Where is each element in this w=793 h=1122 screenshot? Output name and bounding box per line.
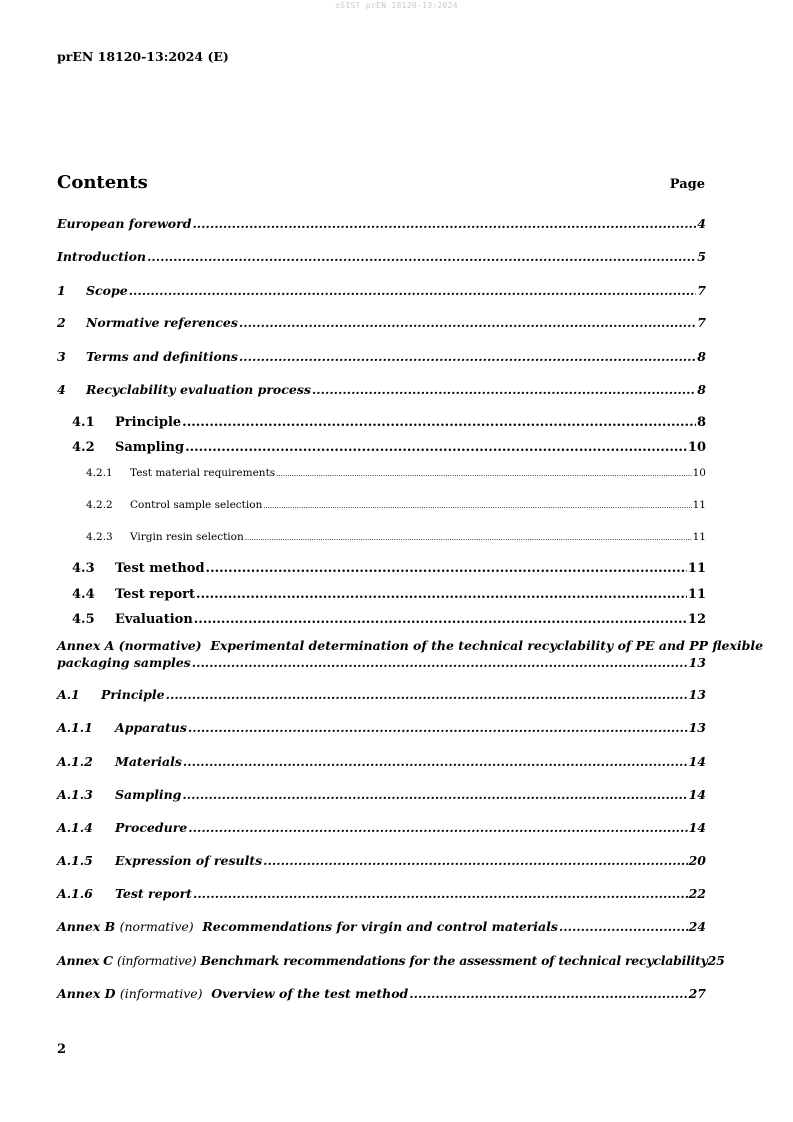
toc-title: Scope — [86, 283, 128, 298]
toc-page: 4 — [697, 216, 706, 231]
toc-number: 4.1 — [72, 415, 95, 430]
dot-leader — [183, 754, 688, 770]
toc-entry-normative-references[interactable] — [57, 315, 706, 331]
dot-leader — [559, 919, 688, 935]
toc-entry-4-2-2[interactable] — [86, 497, 706, 514]
toc-number: 3 — [57, 349, 66, 364]
toc-page: 11 — [692, 499, 706, 511]
toc-title: Test material requirements — [130, 467, 276, 479]
dot-leader — [147, 249, 696, 265]
toc-title: Apparatus — [115, 720, 187, 735]
toc-number: A.1.1 — [57, 720, 93, 735]
toc-title: Sampling — [115, 440, 185, 455]
toc-title: Overview of the test method — [211, 986, 409, 1001]
toc-entry-4-4[interactable] — [72, 587, 706, 603]
toc-page: 7 — [697, 283, 706, 298]
toc-page: 12 — [687, 612, 706, 627]
watermark: oSIST prEN 18120-13:2024 — [335, 1, 458, 10]
dot-leader — [263, 853, 687, 869]
toc-number: 4 — [57, 382, 66, 397]
toc-entry-4-2[interactable] — [72, 440, 706, 456]
toc-number: 4.4 — [72, 587, 95, 602]
toc-number: 2 — [57, 315, 66, 330]
toc-entry-4-3[interactable] — [72, 561, 706, 577]
toc-number: 4.5 — [72, 612, 95, 627]
dot-leader — [188, 820, 687, 836]
annex-type: (normative) — [119, 919, 194, 934]
toc-title: Recommendations for virgin and control materials — [202, 919, 558, 934]
toc-entry-4-5[interactable] — [72, 612, 706, 628]
toc-number: A.1.5 — [57, 853, 93, 868]
toc-entry-european-foreword[interactable] — [57, 216, 706, 232]
toc-page: 22 — [688, 886, 706, 901]
toc-page: 14 — [688, 754, 706, 769]
annex-label: Annex B — [57, 919, 116, 934]
toc-entry-a-1[interactable] — [57, 687, 706, 703]
dot-leader — [239, 315, 696, 331]
annex-a-title-line1: Experimental determination of the technical recyclability of PE and PP flexible — [210, 638, 764, 653]
toc-entry-scope[interactable] — [57, 283, 706, 299]
toc-title: Principle — [115, 415, 182, 430]
toc-page: 11 — [687, 587, 706, 602]
toc-page: 7 — [697, 315, 706, 330]
toc-entry-terms-definitions[interactable] — [57, 349, 706, 365]
toc-number: A.1 — [57, 687, 80, 702]
toc-entry-a-1-4[interactable] — [57, 820, 706, 836]
dot-leader — [182, 415, 696, 431]
document-id: prEN 18120-13:2024 (E) — [57, 49, 229, 64]
toc-page: 20 — [688, 853, 706, 868]
toc-page: 25 — [707, 953, 725, 968]
contents-heading: Contents — [57, 172, 148, 193]
annex-label: Annex D — [57, 986, 116, 1001]
dot-leader — [206, 561, 687, 577]
toc-title: Recyclability evaluation process — [86, 382, 311, 397]
toc-page: 13 — [688, 687, 706, 702]
toc-title: Normative references — [86, 315, 238, 330]
toc-number: 1 — [57, 283, 66, 298]
toc-page: 14 — [688, 820, 706, 835]
toc-entry-a-1-1[interactable] — [57, 720, 706, 736]
toc-number: 4.2.1 — [86, 467, 113, 479]
dot-leader — [409, 986, 687, 1002]
annex-label: Annex C — [57, 953, 113, 968]
toc-entry-a-1-6[interactable] — [57, 886, 706, 902]
dot-leader — [166, 687, 688, 703]
toc-page: 13 — [688, 655, 706, 670]
toc-page: 10 — [692, 467, 706, 479]
toc-entry-a-1-5[interactable] — [57, 853, 706, 869]
annex-type: (informative) — [119, 986, 203, 1001]
toc-entry-annex-b[interactable] — [57, 919, 706, 935]
dot-leader — [239, 349, 696, 365]
toc-page: 8 — [696, 415, 706, 430]
dot-leader — [196, 587, 687, 603]
toc-number: A.1.2 — [57, 754, 93, 769]
toc-page: 27 — [688, 986, 706, 1001]
toc-title: Test method — [115, 561, 205, 576]
annex-type: (informative) — [116, 953, 197, 968]
toc-entry-a-1-2[interactable] — [57, 754, 706, 770]
dot-leader — [129, 283, 697, 299]
toc-page: 24 — [688, 919, 706, 934]
toc-title: Test report — [115, 886, 192, 901]
toc-title: Expression of results — [115, 853, 263, 868]
toc-number: 4.2.3 — [86, 531, 113, 543]
toc-number: A.1.4 — [57, 820, 93, 835]
toc-entry-a-1-3[interactable] — [57, 787, 706, 803]
page-column-label: Page — [669, 177, 705, 192]
annex-a-title-line2: packaging samples — [57, 655, 191, 670]
dot-leader — [193, 886, 688, 902]
toc-title: Evaluation — [115, 612, 193, 627]
toc-title: Sampling — [115, 787, 182, 802]
toc-entry-introduction[interactable] — [57, 249, 706, 265]
toc-entry-annex-d[interactable] — [57, 986, 706, 1002]
toc-page: 13 — [688, 720, 706, 735]
toc-page: 11 — [687, 561, 706, 576]
toc-page: 11 — [692, 531, 706, 543]
dot-leader — [245, 529, 692, 546]
dot-leader — [182, 787, 687, 803]
dot-leader — [312, 382, 696, 398]
toc-entry-4-2-3[interactable] — [86, 529, 706, 546]
annex-a-label: Annex A (normative) — [57, 638, 202, 653]
dot-leader — [192, 654, 688, 671]
toc-entry-4-2-1[interactable] — [86, 465, 706, 482]
dot-leader — [194, 612, 687, 628]
toc-title: Introduction — [57, 249, 147, 264]
toc-title: Control sample selection — [130, 499, 263, 511]
dot-leader — [263, 497, 691, 514]
toc-number: A.1.3 — [57, 787, 93, 802]
toc-title: European foreword — [57, 216, 192, 231]
toc-title: Benchmark recommendations for the assessment of technical recyclability — [200, 953, 708, 968]
toc-title: Virgin resin selection — [130, 531, 244, 543]
toc-title: Principle — [101, 687, 165, 702]
toc-page: 8 — [697, 349, 706, 364]
page-number: 2 — [57, 1042, 67, 1057]
toc-entry-annex-a[interactable] — [57, 637, 764, 671]
dot-leader — [185, 440, 687, 456]
toc-page: 10 — [687, 440, 706, 455]
toc-number: A.1.6 — [57, 886, 93, 901]
toc-number: 4.3 — [72, 561, 95, 576]
toc-number: 4.2.2 — [86, 499, 113, 511]
toc-entry-annex-c[interactable] — [57, 953, 725, 969]
toc-number: 4.2 — [72, 440, 95, 455]
toc-entry-recyclability-process[interactable] — [57, 382, 706, 398]
toc-page: 8 — [697, 382, 706, 397]
dot-leader — [192, 216, 696, 232]
toc-title: Terms and definitions — [86, 349, 238, 364]
toc-entry-4-1[interactable] — [72, 415, 706, 431]
toc-page: 14 — [688, 787, 706, 802]
toc-page: 5 — [697, 249, 706, 264]
toc-title: Procedure — [115, 820, 188, 835]
dot-leader — [188, 720, 688, 736]
dot-leader — [276, 465, 691, 482]
toc-title: Test report — [115, 587, 196, 602]
toc-title: Materials — [115, 754, 182, 769]
